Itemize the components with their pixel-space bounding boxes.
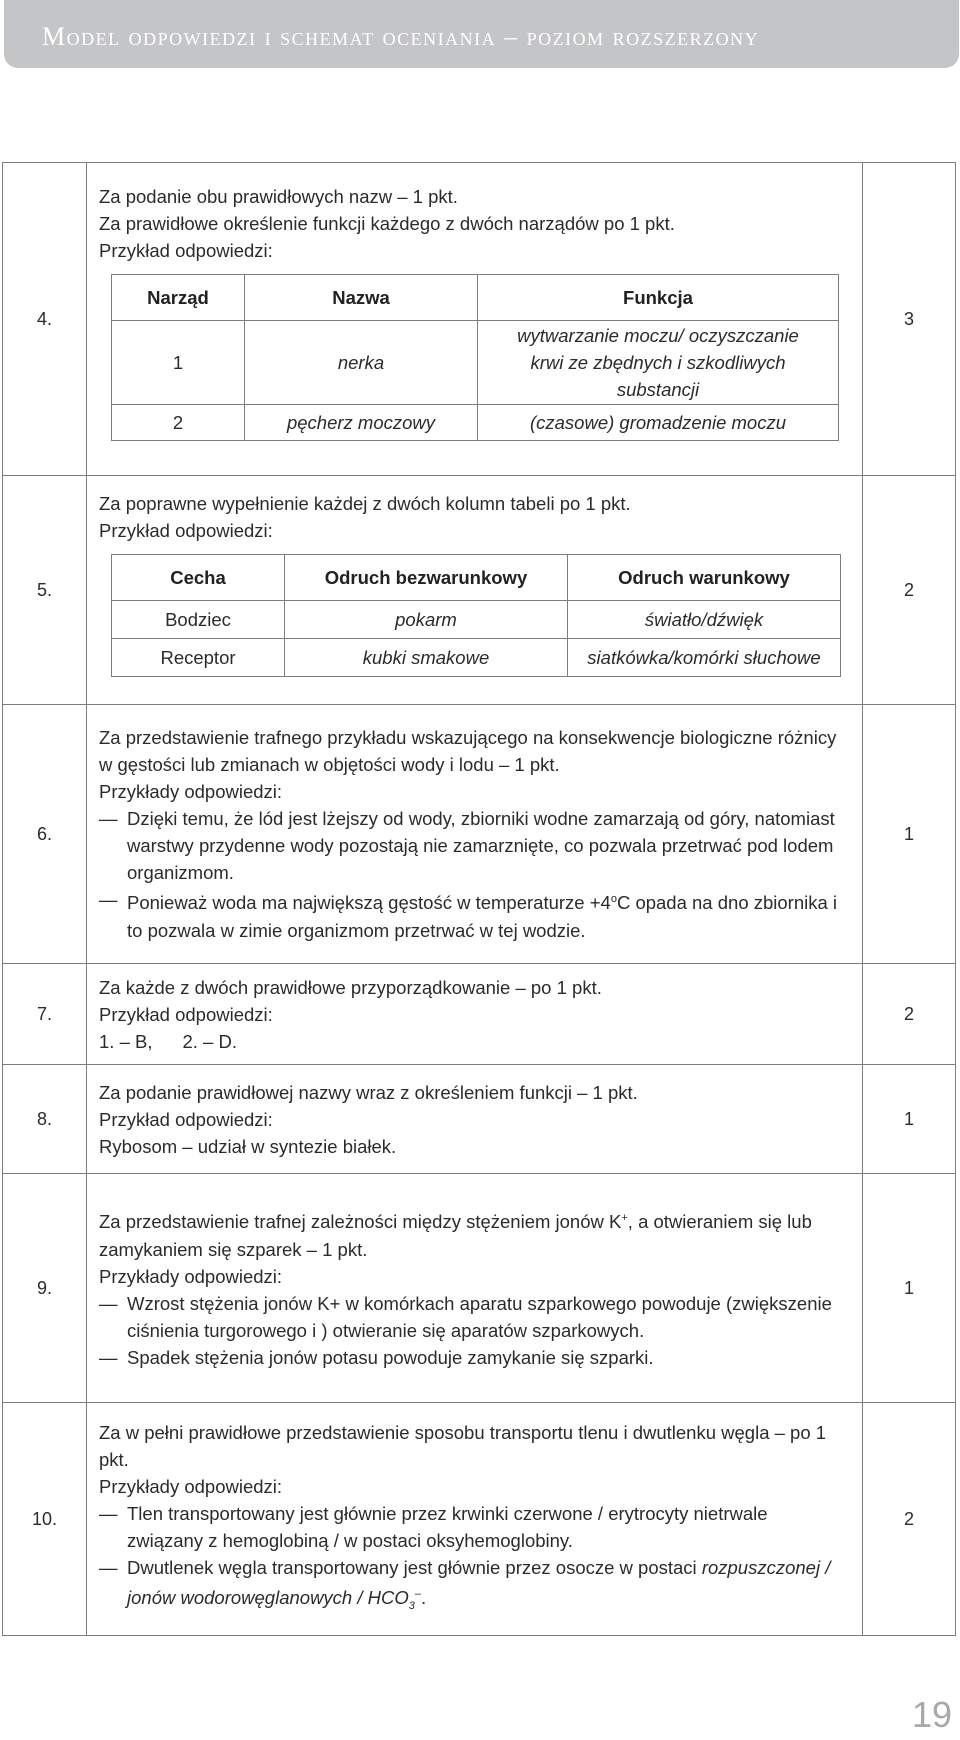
- table-cell: kubki smakowe: [285, 638, 568, 676]
- example-label: Przykład odpowiedzi:: [99, 1003, 273, 1025]
- criterion-line: Za poprawne wypełnienie każdej z dwóch kolumn tabeli po 1 pkt.: [99, 492, 631, 514]
- dash-icon: —: [99, 1292, 118, 1314]
- column-header: Cecha: [112, 554, 285, 600]
- task-content: [87, 1065, 863, 1174]
- points: 2: [863, 1403, 956, 1636]
- dash-icon: —: [99, 1346, 118, 1368]
- criterion-line: [99, 1205, 848, 1262]
- table-cell: (czasowe) gromadzenie moczu: [478, 405, 839, 441]
- task-number: 10.: [3, 1403, 87, 1636]
- table-cell: pokarm: [285, 600, 568, 638]
- answer-bullet: [99, 1500, 848, 1554]
- column-header: Nazwa: [245, 275, 478, 321]
- table-row: [3, 1174, 956, 1403]
- bullet-text: [127, 1554, 848, 1620]
- table-cell: 1: [112, 321, 245, 405]
- table-row: [3, 1065, 956, 1174]
- bullet-text: Tlen transportowany jest głównie przez krwinki czerwone / erytrocyty nietrwale związany z hemoglobiną / w postaci oksyhemoglobiny.: [127, 1502, 768, 1551]
- column-header: Funkcja: [478, 275, 839, 321]
- reflex-table: [111, 554, 841, 677]
- answer-bullet: [99, 1554, 848, 1620]
- table-row: [3, 476, 956, 705]
- points: 1: [863, 1174, 956, 1403]
- task-content: [87, 1174, 863, 1403]
- table-row: [3, 705, 956, 964]
- bullet-text-part: rozpuszczonej / jonów wodorowęglanowych / HCO: [127, 1556, 831, 1608]
- criterion-part: , a otwieraniem się lub zamykaniem się szparek – 1 pkt.: [99, 1211, 812, 1260]
- example-label: Przykłady odpowiedzi:: [99, 1265, 283, 1287]
- bullet-text-part: C opada na dno zbiornika i to pozwala w zimie organizmom przetrwać w tej wodzie.: [127, 892, 838, 941]
- table-cell: Bodziec: [112, 600, 285, 638]
- example-label: Przykłady odpowiedzi:: [99, 1475, 283, 1497]
- column-header: Narząd: [112, 275, 245, 321]
- criterion-line: Za każde z dwóch prawidłowe przyporządkowanie – po 1 pkt.: [99, 976, 602, 998]
- ion-superscript: +: [621, 1212, 628, 1225]
- dash-icon: —: [99, 808, 118, 830]
- example-label: Przykład odpowiedzi:: [99, 240, 273, 261]
- task-number: 5.: [3, 476, 87, 705]
- table-row: [3, 964, 956, 1065]
- table-cell: Receptor: [112, 638, 285, 676]
- organ-table: [111, 274, 839, 441]
- criterion-line: Za prawidłowe określenie funkcji każdego z dwóch narządów po 1 pkt.: [99, 213, 675, 234]
- task-content: [87, 964, 863, 1065]
- task-content: [87, 1403, 863, 1636]
- bullet-text-part: Dwutlenek węgla transportowany jest głównie przez osocze w postaci: [127, 1556, 702, 1578]
- bullet-text-part: .: [421, 1586, 427, 1608]
- answer-bullet: [99, 886, 848, 943]
- points: 3: [863, 163, 956, 476]
- answer-bullet: [99, 805, 848, 886]
- bullet-text: [127, 886, 848, 943]
- page-header: [4, 0, 959, 68]
- task-content: [87, 163, 863, 476]
- header-title: Model odpowiedzi i schemat oceniania – poziom rozszerzony: [42, 22, 760, 51]
- points: 1: [863, 1065, 956, 1174]
- criterion-line: Za przedstawienie trafnego przykładu wskazującego na konsekwencje biologiczne różnicy w gęstości lub zmianach w objętości wody i lodu – 1 pkt.: [99, 727, 837, 776]
- degree-superscript: o: [610, 893, 617, 906]
- bullet-text: Spadek stężenia jonów potasu powoduje zamykanie się szparki.: [127, 1346, 654, 1368]
- table-row: [3, 163, 956, 476]
- table-row: [3, 1403, 956, 1636]
- task-number: 8.: [3, 1065, 87, 1174]
- bullet-text: Wzrost stężenia jonów K+ w komórkach aparatu szparkowego powoduje (zwiększenie ciśnienia turgorowego i ) otwieranie się aparatów szparkowych.: [127, 1292, 832, 1341]
- table-cell: światło/dźwięk: [568, 600, 841, 638]
- answer-line: [99, 1028, 848, 1055]
- table-cell: siatkówka/komórki słuchowe: [568, 638, 841, 676]
- answer-part: 1. – B,: [99, 1030, 153, 1052]
- page-number: 19: [912, 1694, 953, 1735]
- points: 2: [863, 964, 956, 1065]
- points: 2: [863, 476, 956, 705]
- task-number: 7.: [3, 964, 87, 1065]
- example-label: Przykłady odpowiedzi:: [99, 781, 283, 803]
- task-number: 6.: [3, 705, 87, 964]
- answer-line: Rybosom – udział w syntezie białek.: [99, 1135, 397, 1157]
- task-number: 9.: [3, 1174, 87, 1403]
- criterion-line: Za podanie obu prawidłowych nazw – 1 pkt.: [99, 186, 458, 207]
- column-header: Odruch warunkowy: [568, 554, 841, 600]
- points: 1: [863, 705, 956, 964]
- example-label: Przykład odpowiedzi:: [99, 519, 273, 541]
- answer-bullet: [99, 1344, 848, 1371]
- table-cell: pęcherz moczowy: [245, 405, 478, 441]
- task-content: [87, 476, 863, 705]
- scoring-table: [2, 162, 956, 1636]
- task-content: [87, 705, 863, 964]
- dash-icon: —: [99, 1502, 118, 1524]
- task-number: 4.: [3, 163, 87, 476]
- table-cell: wytwarzanie moczu/ oczyszczanie krwi ze zbędnych i szkodliwych substancji: [478, 321, 839, 405]
- formula-subscript: 3: [408, 1599, 415, 1612]
- dash-icon: —: [99, 889, 118, 911]
- example-label: Przykład odpowiedzi:: [99, 1108, 273, 1130]
- dash-icon: —: [99, 1556, 118, 1578]
- table-cell: nerka: [245, 321, 478, 405]
- bullet-text-part: Ponieważ woda ma największą gęstość w temperaturze +4: [127, 892, 611, 914]
- answer-bullet: [99, 1290, 848, 1344]
- answer-part: 2. – D.: [182, 1030, 237, 1052]
- table-cell: 2: [112, 405, 245, 441]
- bullet-text: Dzięki temu, że lód jest lżejszy od wody, zbiorniki wodne zamarzają od góry, natomiast warstwy przydenne wody pozostają nie zamarznięte, co pozwala przetrwać pod lodem organizmom.: [127, 808, 835, 884]
- criterion-line: Za w pełni prawidłowe przedstawienie sposobu transportu tlenu i dwutlenku węgla – po 1 pkt.: [99, 1421, 827, 1470]
- column-header: Odruch bezwarunkowy: [285, 554, 568, 600]
- formula-superscript: –: [414, 1587, 421, 1600]
- criterion-part: Za przedstawienie trafnej zależności między stężeniem jonów K: [99, 1211, 622, 1233]
- criterion-line: Za podanie prawidłowej nazwy wraz z określeniem funkcji – 1 pkt.: [99, 1081, 638, 1103]
